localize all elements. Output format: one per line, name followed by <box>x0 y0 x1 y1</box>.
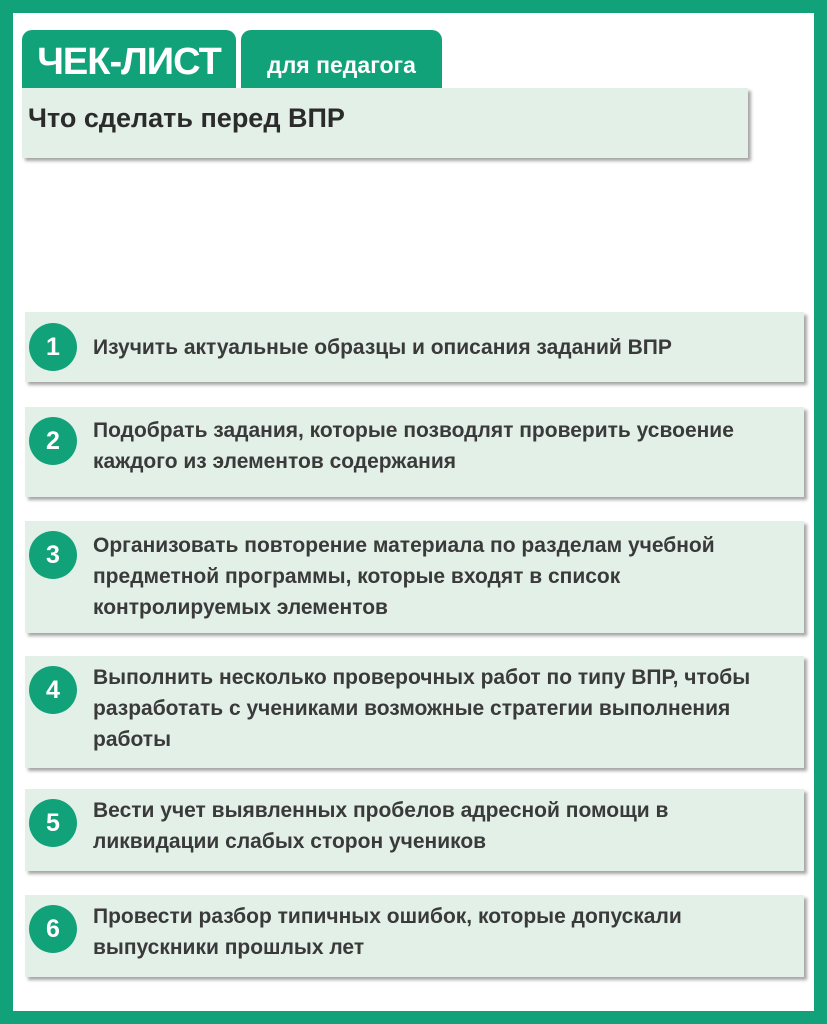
checklist-item-6 <box>25 895 804 977</box>
item-text: Изучить актуальные образцы и описания заданий ВПР <box>93 336 672 359</box>
item-text: Вести учет выявленных пробелов адресной помощи в ликвидации слабых сторон учеников <box>93 799 669 853</box>
audience-tab-label: для педагога <box>267 51 416 78</box>
item-number-badge: 1 <box>29 323 77 371</box>
item-text: Подобрать задания, которые позводлят проверить усвоение каждого из элементов содержания <box>93 419 734 473</box>
page-title-box <box>22 88 748 158</box>
item-text: Выполнить несколько проверочных работ по типу ВПР, чтобы разработать с учениками возможные стратегии выполнения работы <box>93 666 751 751</box>
checklist-item-5 <box>25 789 804 871</box>
item-number-badge: 2 <box>29 417 77 465</box>
audience-tab <box>241 30 442 88</box>
item-number-badge: 5 <box>29 799 77 847</box>
checklist-item-4 <box>25 656 804 768</box>
item-number-badge: 6 <box>29 905 77 953</box>
item-number-badge: 3 <box>29 531 77 579</box>
checklist-item-1 <box>25 312 804 382</box>
item-text: Провести разбор типичных ошибок, которые допускали выпускники прошлых лет <box>93 905 682 959</box>
item-text: Организовать повторение материала по разделам учебной предметной программы, которые входят в список контролируемых элементов <box>93 534 715 619</box>
checklist-tab-label: ЧЕК-ЛИСТ <box>37 40 221 83</box>
item-number-badge: 4 <box>29 666 77 714</box>
page-title: Что сделать перед ВПР <box>28 102 345 133</box>
checklist-tab <box>22 30 236 88</box>
checklist-item-3 <box>25 521 804 633</box>
checklist-item-2 <box>25 407 804 497</box>
